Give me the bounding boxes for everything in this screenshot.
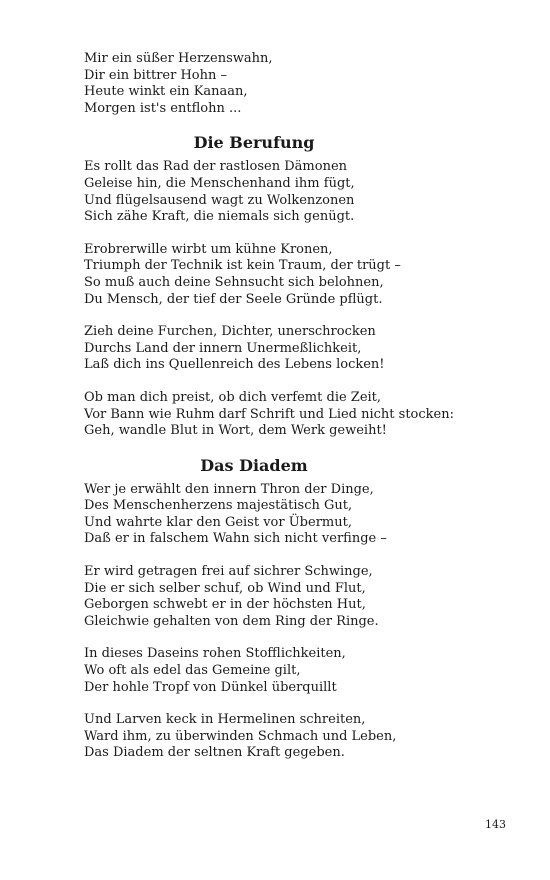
verse-line: Laß dich ins Quellenreich des Lebens locken!: [84, 357, 385, 373]
verse-line: Erobrerwille wirbt um kühne Kronen,: [84, 241, 333, 257]
verse-line: Du Mensch, der tief der Seele Gründe pflügt.: [84, 291, 383, 307]
verse-line: Er wird getragen frei auf sichrer Schwinge,: [84, 564, 373, 580]
stanza: [84, 390, 464, 440]
verse-line: Gleichwie gehalten von dem Ring der Ringe.: [84, 613, 379, 629]
verse-line: Geborgen schwebt er in der höchsten Hut,: [84, 597, 366, 613]
verse-line: Vor Bann wie Ruhm darf Schrift und Lied nicht stocken:: [84, 406, 454, 422]
stanza: [84, 564, 464, 630]
verse-line: Dir ein bittrer Hohn –: [84, 67, 228, 83]
stanza: [84, 646, 464, 696]
poem-title: Die Berufung: [193, 133, 315, 153]
verse-line: Es rollt das Rad der rastlosen Dämonen: [84, 159, 348, 175]
verse-line: Wer je erwählt den innern Thron der Dinge,: [84, 481, 374, 497]
verse-line: So muß auch deine Sehnsucht sich belohnen,: [84, 274, 384, 290]
verse-line: Ob man dich preist, ob dich verfemt die Zeit,: [84, 389, 382, 405]
poem-das-diadem: [84, 456, 464, 762]
stanza: [84, 242, 464, 308]
poem-title: Das Diadem: [200, 455, 308, 475]
verse-line: Der hohle Tropf von Dünkel überquillt: [84, 679, 337, 695]
poem-die-berufung: [84, 133, 464, 439]
verse-line: Morgen ist's entflohn ...: [84, 100, 242, 116]
verse-line: Das Diadem der seltnen Kraft gegeben.: [84, 745, 345, 761]
verse-line: Heute winkt ein Kanaan,: [84, 84, 248, 100]
page-body: [84, 51, 464, 778]
verse-line: Mir ein süßer Herzenswahn,: [84, 51, 273, 66]
verse-line: Sich zähe Kraft, die niemals sich genügt.: [84, 209, 355, 225]
verse-line: Triumph der Technik ist kein Traum, der trügt –: [84, 258, 401, 274]
verse-line: Durchs Land der innern Unermeßlichkeit,: [84, 340, 362, 356]
verse-line: Geh, wandle Blut in Wort, dem Werk geweiht!: [84, 423, 387, 439]
verse-line: Daß er in falschem Wahn sich nicht verfinge –: [84, 531, 387, 547]
verse-line: Wo oft als edel das Gemeine gilt,: [84, 663, 301, 679]
verse-line: Geleise hin, die Menschenhand ihm fügt,: [84, 175, 355, 191]
verse-line: Des Menschenherzens majestätisch Gut,: [84, 498, 353, 514]
intro-stanza: [84, 51, 464, 117]
verse-line: Und Larven keck in Hermelinen schreiten,: [84, 712, 366, 728]
stanza: [84, 324, 464, 374]
verse-line: In dieses Daseins rohen Stofflichkeiten,: [84, 646, 346, 662]
stanza: [84, 159, 464, 225]
stanza: [84, 712, 464, 762]
verse-line: Die er sich selber schuf, ob Wind und Flut,: [84, 580, 366, 596]
verse-line: Und wahrte klar den Geist vor Übermut,: [84, 514, 352, 530]
stanza: [84, 482, 464, 548]
verse-line: Zieh deine Furchen, Dichter, unerschrocken: [84, 324, 376, 340]
verse-line: Ward ihm, zu überwinden Schmach und Leben,: [84, 728, 397, 744]
verse-line: Und flügelsausend wagt zu Wolkenzonen: [84, 192, 355, 208]
page-number: 143: [485, 818, 506, 831]
